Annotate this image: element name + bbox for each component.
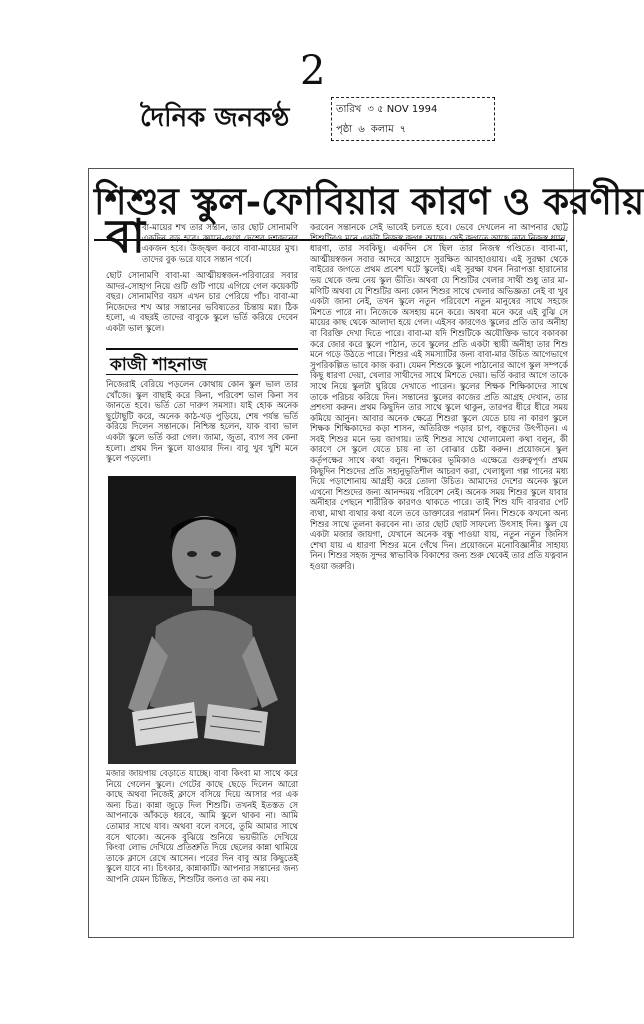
stamp-page-value: ৬ bbox=[358, 124, 365, 135]
article-body-part1: নিজেরাই বেরিয়ে পড়লেন কোথায় কোন স্কুল ভাল তার খোঁজে। স্কুল বাছাই করে কিনা, পরিবেশ ভাল কিনা সব জানতে হবে। ভর্তি তো দারুণ সমস্যা। যাই হোক অনেক ছুটোছুটি করে, অনেক কাঠ-খড় পুড়িয়ে, শেষ পর্যন্ত ভর্তি করিয়ে দিলেন সন্তানকে। নিশ্চিন্ত হলেন, যাক বাবা ভাল একটা স্কুলে ভর্তি করা গেল। জামা, জুতা, ব্যাগ সব কেনা হলো। প্রথম দিন স্কুলে যাওয়ার দিন। বাবু খুব খুশি মনে স্কুলে পড়লো। bbox=[106, 379, 298, 464]
divider bbox=[106, 374, 298, 375]
stamp-date-label: তারিখ bbox=[336, 104, 362, 115]
stamp-page-label: পৃষ্ঠা bbox=[336, 124, 353, 135]
divider bbox=[106, 348, 298, 350]
article-right-column: করবেন সন্তানকে সেই ভাবেই চলতে হবে। ভেবে দেখলেন না আপনার ছোট্ট শিশুটিরও মনে একটা নিজস্ব জগৎ আছে। সেই জগতে আছে তার নিজস্ব ধ্যান, ধারণা, তার সবকিছু। একদিন সে ছিল তার নিজস্ব গণ্ডিতে। বাবা-মা, আত্মীয়স্বজন সবার আদরে আহ্লাদে সুরক্ষিত আবহাওয়ায়। এই সুরক্ষা থেকে বাইরের জগতে প্রথম প্রবেশ ঘটে স্কুলেই। এই সুরক্ষা যখন নিরাপত্তা হারানোর ভয় থেকে জন্ম নেয় স্কুল ভীতি। অথবা যে শিশুটির খেলার সাথী শুধু তার মা-মণিটি অথবা যে শিশুটির অন্য কোন শিশুর সাথে খেলার অভিজ্ঞতা নেই বা খুব একটা জানা নেই, তখন স্কুলে নতুন পরিবেশে নতুন মানুষের সাথে সহজে মিশতে পারে না। নিজেকে অসহায় মনে করে। অথবা মনে করে এই বুঝি সে মায়ের কাছ থেকে আলাদা হয়ে গেল। এইসব কারণেও স্কুলের প্রতি তার অনীহা বা বিরক্তি দেখা দিতে পারে। বাবা-মা যদি শিশুটিকে অযৌক্তিক ভাবে বকাবকা করে জোর করে স্কুলে পাঠান, তবে স্কুলের প্রতি একটা স্থায়ী অনীহা তার শিশু মনে গড়ে উঠতে পারে। শিশুর এই সমস্যাটির জন্য বাবা-মার উচিত আগেভাগে সুপরিকল্পিত ভাবে কাজ করা। যেমন শিশুকে স্কুলে পাঠানোর আগে স্কুল সম্পর্কে কিছু ধারণা দেয়া, খেলার সাথীদের সাথে মিশতে দেয়া। ভর্তি করার আগে তাকে সাথে নিয়ে স্কুলটা ঘুরিয়ে দেখাতে পারেন। স্কুলের শিক্ষক শিক্ষিকাদের সাথে তাকে পরিচয় করিয়ে দিন। সন্তানের স্কুলের কাজের প্রতি আগ্রহ দেখান, তার প্রশংসা করুন। প্রথম কিছুদিন তার সাথে স্কুলে থাকুন, তারপর ধীরে ধীরে সময় কমিয়ে আনুন। আবার অনেক ক্ষেত্রে শিশুরা স্কুলে যেতে চায় না কারণ স্কুলে শিক্ষক শিক্ষিকাদের কড়া শাসন, অতিরিক্ত পড়ার চাপ, বন্ধুদের উৎপীড়ন। এ সবই শিশুর মনে ভয় জাগায়। তাই শিশুর সাথে খোলামেলা কথা বলুন, কী কারণে সে স্কুলে যেতে চায় না তা বোঝার চেষ্টা করুন। প্রয়োজনে স্কুল কর্তৃপক্ষের সাথে কথা বলুন। শিক্ষকের ভূমিকাও এক্ষেত্রে গুরুত্বপূর্ণ। প্রথম কিছুদিন শিশুদের প্রতি সহানুভূতিশীল আচরণ করা, খেলাধুলা গল্প গানের মধ্য দিয়ে পড়াশোনায় আগ্রহী করে তোলা উচিত। আমাদের দেশের অনেক স্কুলে এখনো শিশুদের জন্য আনন্দময় পরিবেশ নেই। অনেক সময় শিশুর স্কুলে যাবার অনীহার পেছনে শারীরিক কারণও থাকতে পারে। তাই শিশু যদি বারবার পেট ব্যথা, মাথা ব্যথার কথা বলে তবে ডাক্তারের পরামর্শ নিন। শিশুকে কখনো অন্য শিশুর সাথে তুলনা করবেন না। তার ছোট ছোট সাফল্যে উৎসাহ দিন। স্কুল যে একটা মজার জায়গা, যেখানে অনেক বন্ধু পাওয়া যায়, নতুন নতুন জিনিস শেখা যায় এ ধারণা শিশুর মনে গেঁথে দিন। প্রয়োজনে মনোবিজ্ঞানীর সাহায্য নিন। শিশুর সহজ সুন্দর স্বাভাবিক বিকাশের জন্য শুরু থেকেই তার প্রতি যত্নবান হওয়া জরুরি। bbox=[310, 222, 568, 571]
article-headline: শিশুর স্কুল-ফোবিয়ার কারণ ও করণীয় bbox=[94, 172, 564, 241]
stamp-column-value: ৭ bbox=[399, 124, 407, 135]
newspaper-masthead: দৈনিক জনকণ্ঠ bbox=[140, 103, 290, 133]
stamp-date-value: ৩ ৫ NOV 1994 bbox=[367, 104, 438, 115]
child-photo-illustration bbox=[108, 476, 296, 764]
date-stamp bbox=[331, 97, 495, 141]
article-intro: বা-মায়ের শখ তার সন্তান, তার ছোট সোনামণি একদিন বড় হবে। জ্ঞানে-গুণে দেশের দশজনের একজন হবে। উজ্জ্বল করবে বাবা-মায়ের মুখ। তাদের বুক ভরে যাবে সন্তান গর্বে। bbox=[142, 222, 298, 264]
page-number: 2 bbox=[300, 48, 326, 94]
author-byline: কাজী শাহনাজ bbox=[110, 355, 208, 375]
drop-cap: বা bbox=[106, 209, 145, 263]
article-intro-continued: ছোট সোনামণি বাবা-মা আত্মীয়স্বজন-পরিবারের সবার আদর-সোহাগ নিয়ে গুটি গুটি পায়ে এগিয়ে গেল কয়েকটি বছর। সোনামণির বয়স এখন চার পেরিয়ে পাঁচ। বাবা-মা নিজেদের শখ আর সন্তানের ভবিষ্যতের চিন্তায় মগ্ন। ঠিক হলো, এ বছরই তাদের বাবুকে স্কুলে ভর্তি করিয়ে দেবেন একটা ভাল স্কুলে। bbox=[106, 270, 298, 333]
child-photo bbox=[108, 476, 296, 764]
article-body-part2: মজার জায়গায় বেড়াতে যাচ্ছে। বাবা কিংবা মা সাথে করে নিয়ে গেলেন স্কুলে। গেটের কাছে ছেড়ে দিলেন আরো কাছে অথবা নিজেই ক্লাসে বসিয়ে দিয়ে আসার পর এক অন্য চিত্র। কান্না জুড়ে দিল শিশুটি। তখনই ইতস্তত সে আপনাকে আঁকড়ে ধরবে, আমি স্কুলে থাকব না। আমি তোমার সাথে যাব। অথবা বলে বসবে, তুমি আমার সাথে বসে থাকো। অনেক বুঝিয়ে শুনিয়ে ভয়ভীতি দেখিয়ে কিংবা লোভ দেখিয়ে প্রতিশ্রুতি দিয়ে ছেলের কান্না থামিয়ে তাকে ক্লাসে রেখে আসেন। পরের দিন বাবু আর কিছুতেই স্কুলে যাবে না। চিৎকার, কান্নাকাটি। আপনার সন্তানের জন্য আপনি যেমন চিন্তিত, শিশুটির জন্যও তা কম নয়। bbox=[106, 768, 298, 884]
stamp-column-label: কলাম bbox=[370, 124, 394, 135]
